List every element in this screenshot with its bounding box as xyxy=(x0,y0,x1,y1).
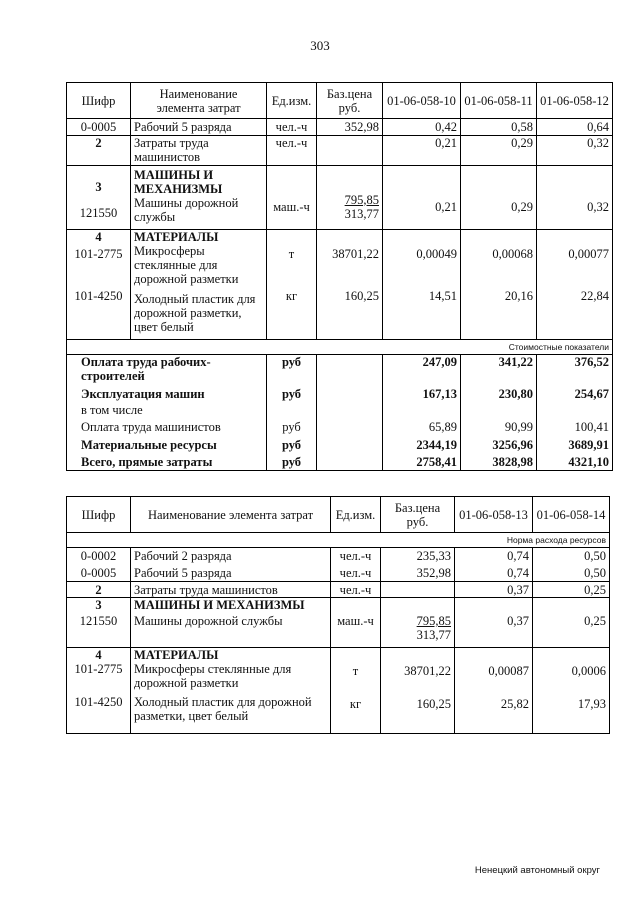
row-value xyxy=(455,648,533,734)
code-value: 101-4250 xyxy=(74,695,123,709)
row-code: 2 xyxy=(67,136,131,166)
cost-section-header: Стоимостные показатели xyxy=(67,340,613,355)
price-value: 38701,22 xyxy=(404,664,451,678)
row-value xyxy=(455,548,533,582)
name-value: Холодный пластик для дорожной разметки, цвет белый xyxy=(134,292,256,334)
cost-value: 65,89 xyxy=(383,418,461,437)
section-title: МАТЕРИАЛЫ xyxy=(134,230,219,244)
cost-row xyxy=(67,418,613,437)
cost-value: 341,22 xyxy=(461,355,537,387)
row-value xyxy=(455,598,533,648)
cost-value: 230,80 xyxy=(461,387,537,402)
price-value-2: 313,77 xyxy=(344,206,379,221)
price-value: 38701,22 xyxy=(332,247,379,261)
row-name: Затраты труда машинистов xyxy=(131,136,267,166)
cost-label: Материальные ресурсы xyxy=(67,437,267,454)
cost-label: Оплата труда рабочих-строителей xyxy=(67,355,267,387)
row-name xyxy=(131,548,331,582)
cost-unit: руб xyxy=(267,418,317,437)
value-cell: 0,37 xyxy=(507,614,529,628)
row-price xyxy=(381,648,455,734)
header-unit: Ед.изм. xyxy=(267,83,317,119)
value-cell: 0,74 xyxy=(507,566,529,580)
row-value xyxy=(533,648,610,734)
value-cell: 14,51 xyxy=(428,289,457,303)
cost-label: в том числе xyxy=(67,402,267,418)
name-value: Машины дорожной службы xyxy=(134,614,283,628)
value-cell: 0,0006 xyxy=(571,664,606,678)
value-cell: 17,93 xyxy=(577,697,606,711)
cost-value: 90,99 xyxy=(461,418,537,437)
cost-value: 254,67 xyxy=(537,387,613,402)
section-number: 3 xyxy=(95,598,102,612)
row-value xyxy=(461,166,537,230)
code-value: 0-0005 xyxy=(80,566,117,580)
row-unit: чел.-ч xyxy=(267,136,317,166)
value-cell: 20,16 xyxy=(504,289,533,303)
row-value xyxy=(461,230,537,340)
row-name xyxy=(131,598,331,648)
row-code-sub: 121550 xyxy=(79,205,118,220)
value-cell: 0,00077 xyxy=(568,247,609,261)
row-value: 0,32 xyxy=(537,136,613,166)
row-code xyxy=(67,598,131,648)
table-row xyxy=(67,136,613,166)
table-row xyxy=(67,648,610,734)
unit-value: т xyxy=(288,247,295,261)
row-unit: чел.-ч xyxy=(267,119,317,136)
name-value: Холодный пластик для дорожной разметки, цвет белый xyxy=(134,695,312,723)
row-price xyxy=(381,582,455,598)
cost-row xyxy=(67,454,613,471)
row-value xyxy=(537,166,613,230)
row-value xyxy=(533,548,610,582)
row-price xyxy=(381,598,455,648)
value-cell: 0,32 xyxy=(587,199,609,214)
row-value: 0,21 xyxy=(383,136,461,166)
header-col3: 01-06-058-12 xyxy=(537,83,613,119)
row-unit: чел.-ч xyxy=(331,582,381,598)
cost-label: Всего, прямые затраты xyxy=(67,454,267,471)
price-value: 795,85 xyxy=(416,614,451,628)
row-value: 0,37 xyxy=(455,582,533,598)
unit-value: кг xyxy=(285,289,298,303)
cost-value: 247,09 xyxy=(383,355,461,387)
cost-label: Оплата труда машинистов xyxy=(67,418,267,437)
value-cell: 0,29 xyxy=(511,199,533,214)
header-col1: 01-06-058-13 xyxy=(455,497,533,533)
unit-value: чел.-ч xyxy=(339,549,372,563)
header-col1: 01-06-058-10 xyxy=(383,83,461,119)
table-row xyxy=(67,119,613,136)
row-unit xyxy=(331,548,381,582)
price-value: 160,25 xyxy=(344,289,379,303)
value-cell: 25,82 xyxy=(500,697,529,711)
section-title: МАТЕРИАЛЫ xyxy=(134,648,219,662)
cost-value: 2344,19 xyxy=(383,437,461,454)
header-code: Шифр xyxy=(67,497,131,533)
row-unit xyxy=(267,166,317,230)
row-code xyxy=(67,230,131,340)
name-value: Микросферы стеклянные для дорожной разметки xyxy=(134,244,239,286)
norm-section-header: Норма расхода ресурсов xyxy=(67,533,610,548)
value-cell: 0,50 xyxy=(584,566,606,580)
row-price xyxy=(381,548,455,582)
header-name: Наименование элемента затрат xyxy=(131,497,331,533)
row-value: 0,29 xyxy=(461,136,537,166)
row-name xyxy=(131,166,267,230)
value-cell: 0,50 xyxy=(584,549,606,563)
row-price: 352,98 xyxy=(317,119,383,136)
code-value: 101-4250 xyxy=(74,289,123,303)
row-name xyxy=(131,230,267,340)
row-unit xyxy=(267,230,317,340)
row-name: Затраты труда машинистов xyxy=(131,582,331,598)
table-row xyxy=(67,548,610,582)
row-value: 0,58 xyxy=(461,119,537,136)
row-price xyxy=(317,166,383,230)
row-value xyxy=(383,166,461,230)
value-cell: 0,25 xyxy=(584,614,606,628)
header-price: Баз.цена руб. xyxy=(381,497,455,533)
row-value xyxy=(383,230,461,340)
price-value: 352,98 xyxy=(416,566,451,580)
cost-unit: руб xyxy=(267,454,317,471)
table-row xyxy=(67,598,610,648)
price-value: 160,25 xyxy=(416,697,451,711)
cost-value: 100,41 xyxy=(537,418,613,437)
code-value: 0-0002 xyxy=(80,549,117,563)
unit-value: т xyxy=(352,664,359,678)
row-code: 2 xyxy=(67,582,131,598)
value-cell: 0,00049 xyxy=(416,247,457,261)
name-value: Рабочий 5 разряда xyxy=(134,566,232,580)
row-price xyxy=(317,230,383,340)
cost-unit: руб xyxy=(267,355,317,387)
footer-region: Ненецкий автономный округ xyxy=(474,865,600,876)
unit-value: кг xyxy=(349,697,362,711)
name-value: Рабочий 2 разряда xyxy=(134,549,232,563)
cost-value: 2758,41 xyxy=(383,454,461,471)
row-code: 0-0005 xyxy=(67,119,131,136)
unit-value: чел.-ч xyxy=(339,566,372,580)
row-value: 0,42 xyxy=(383,119,461,136)
code-value: 101-2775 xyxy=(74,247,123,261)
row-value: 0,25 xyxy=(533,582,610,598)
row-code xyxy=(67,648,131,734)
value-cell: 0,74 xyxy=(507,549,529,563)
value-cell: 0,21 xyxy=(435,199,457,214)
resource-table-2 xyxy=(66,496,610,734)
table-row xyxy=(67,230,613,340)
code-value: 121550 xyxy=(79,614,118,628)
section-number: 4 xyxy=(95,648,102,662)
cost-unit: руб xyxy=(267,437,317,454)
row-value xyxy=(537,230,613,340)
row-unit xyxy=(331,648,381,734)
section-number: 4 xyxy=(95,230,102,244)
cost-unit: руб xyxy=(267,387,317,402)
cost-row xyxy=(67,387,613,402)
header-col2: 01-06-058-11 xyxy=(461,83,537,119)
cost-value: 3828,98 xyxy=(461,454,537,471)
cost-row xyxy=(67,437,613,454)
cost-label: Эксплуатация машин xyxy=(67,387,267,402)
cost-value: 3256,96 xyxy=(461,437,537,454)
header-col2: 01-06-058-14 xyxy=(533,497,610,533)
price-value-2: 313,77 xyxy=(416,628,451,642)
unit-value: маш.-ч xyxy=(337,614,374,628)
header-code: Шифр xyxy=(67,83,131,119)
row-name: Рабочий 5 разряда xyxy=(131,119,267,136)
value-cell: 0,00068 xyxy=(492,247,533,261)
row-name-sub: Машины дорожной службы xyxy=(134,196,239,224)
section-title: МАШИНЫ И МЕХАНИЗМЫ xyxy=(134,598,305,612)
header-unit: Ед.изм. xyxy=(331,497,381,533)
cost-value: 4321,10 xyxy=(537,454,613,471)
row-unit xyxy=(331,598,381,648)
row-value xyxy=(533,598,610,648)
header-price: Баз.цена руб. xyxy=(317,83,383,119)
code-value: 101-2775 xyxy=(74,662,123,676)
price-value: 795,85 xyxy=(344,192,379,207)
header-name: Наименование элемента затрат xyxy=(131,83,267,119)
page-number: 303 xyxy=(310,38,330,53)
cost-row xyxy=(67,402,613,418)
row-value: 0,64 xyxy=(537,119,613,136)
cost-value: 3689,91 xyxy=(537,437,613,454)
unit-value: маш.-ч xyxy=(273,199,310,214)
cost-row xyxy=(67,355,613,387)
price-value: 235,33 xyxy=(416,549,451,563)
value-cell: 22,84 xyxy=(580,289,609,303)
cost-value: 376,52 xyxy=(537,355,613,387)
row-code xyxy=(67,548,131,582)
table-row xyxy=(67,582,610,598)
value-cell: 0,00087 xyxy=(488,664,529,678)
resource-table-1 xyxy=(66,82,613,471)
cost-value: 167,13 xyxy=(383,387,461,402)
section-number: 3 xyxy=(95,179,102,194)
row-name xyxy=(131,648,331,734)
section-title: МАШИНЫ И МЕХАНИЗМЫ xyxy=(134,168,223,196)
row-price xyxy=(317,136,383,166)
table-row xyxy=(67,166,613,230)
name-value: Микросферы стеклянные для дорожной разметки xyxy=(134,662,292,690)
row-code xyxy=(67,166,131,230)
